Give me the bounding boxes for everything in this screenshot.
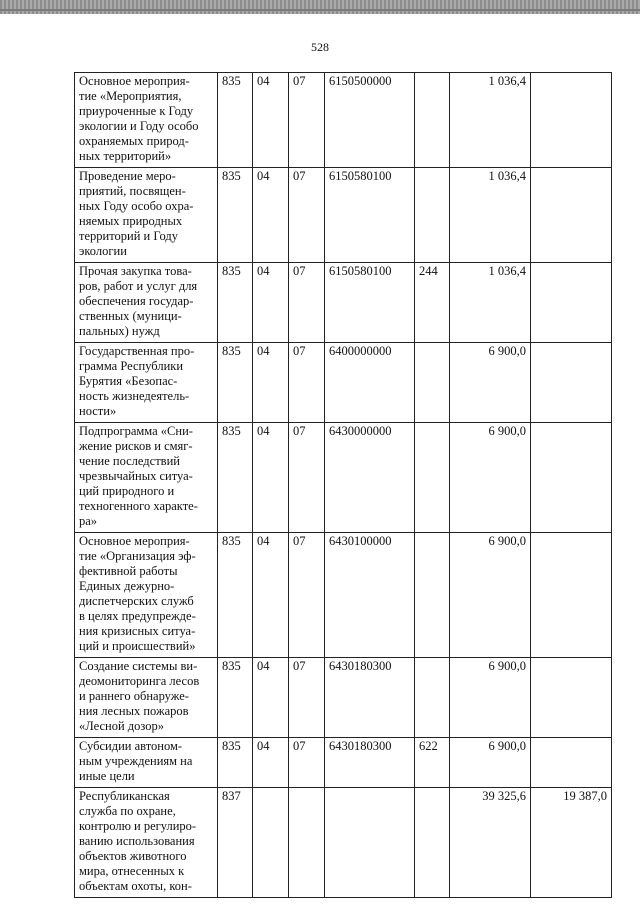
section-code: 04: [253, 738, 289, 788]
ministry-code: 835: [218, 168, 253, 263]
section-code: [253, 788, 289, 898]
budget-table-body: [75, 73, 612, 898]
amount-primary: 1 036,4: [450, 263, 531, 343]
ministry-code: 835: [218, 73, 253, 168]
row-name: Субсидии автоном- ным учреждениям на иные цели: [75, 738, 218, 788]
expense-type-code: [415, 533, 450, 658]
amount-secondary: [531, 533, 612, 658]
section-code: 04: [253, 73, 289, 168]
target-article-code: 6430100000: [325, 533, 415, 658]
table-row: [75, 533, 612, 658]
ministry-code: 835: [218, 658, 253, 738]
table-row: [75, 658, 612, 738]
amount-primary: 6 900,0: [450, 658, 531, 738]
amount-primary: 6 900,0: [450, 343, 531, 423]
expense-type-code: 244: [415, 263, 450, 343]
amount-primary: 39 325,6: [450, 788, 531, 898]
amount-primary: 1 036,4: [450, 73, 531, 168]
expense-type-code: [415, 658, 450, 738]
subsection-code: 07: [289, 658, 325, 738]
subsection-code: 07: [289, 168, 325, 263]
row-name: Республиканская служба по охране, контролю и регулиро- ванию использования объектов животного мира, отнесенных к объектам охоты, кон-: [75, 788, 218, 898]
ministry-code: 837: [218, 788, 253, 898]
amount-primary: 1 036,4: [450, 168, 531, 263]
budget-table: [74, 72, 612, 898]
row-name: Проведение меро- приятий, посвящен- ных Году особо охра- няемых природных территорий и Году экологии: [75, 168, 218, 263]
table-row: [75, 738, 612, 788]
section-code: 04: [253, 658, 289, 738]
ministry-code: 835: [218, 263, 253, 343]
amount-secondary: [531, 168, 612, 263]
expense-type-code: [415, 168, 450, 263]
expense-type-code: 622: [415, 738, 450, 788]
row-name: Основное мероприя- тие «Мероприятия, приуроченные к Году экологии и Году особо охраняемых природ- ных территорий»: [75, 73, 218, 168]
subsection-code: 07: [289, 423, 325, 533]
amount-secondary: 19 387,0: [531, 788, 612, 898]
amount-primary: 6 900,0: [450, 423, 531, 533]
amount-secondary: [531, 263, 612, 343]
subsection-code: 07: [289, 263, 325, 343]
row-name: Государственная про- грамма Республики Бурятия «Безопас- ность жизнедеятель- ности»: [75, 343, 218, 423]
expense-type-code: [415, 343, 450, 423]
ministry-code: 835: [218, 343, 253, 423]
expense-type-code: [415, 73, 450, 168]
subsection-code: 07: [289, 343, 325, 423]
table-row: [75, 343, 612, 423]
subsection-code: 07: [289, 73, 325, 168]
row-name: Основное мероприя- тие «Организация эф- фективной работы Единых дежурно- диспетчерских служб в целях предупрежде- ния кризисных ситуа- ций и происшествий»: [75, 533, 218, 658]
section-code: 04: [253, 168, 289, 263]
expense-type-code: [415, 788, 450, 898]
table-row: [75, 263, 612, 343]
page-number: 528: [311, 40, 329, 54]
section-code: 04: [253, 423, 289, 533]
table-row: [75, 788, 612, 898]
table-row: [75, 168, 612, 263]
expense-type-code: [415, 423, 450, 533]
target-article-code: 6430180300: [325, 658, 415, 738]
target-article-code: 6150500000: [325, 73, 415, 168]
section-code: 04: [253, 343, 289, 423]
amount-secondary: [531, 423, 612, 533]
amount-secondary: [531, 658, 612, 738]
target-article-code: [325, 788, 415, 898]
subsection-code: 07: [289, 738, 325, 788]
amount-secondary: [531, 343, 612, 423]
table-row: [75, 73, 612, 168]
amount-primary: 6 900,0: [450, 533, 531, 658]
section-code: 04: [253, 263, 289, 343]
scan-top-border: [0, 0, 640, 14]
amount-secondary: [531, 73, 612, 168]
target-article-code: 6430180300: [325, 738, 415, 788]
subsection-code: 07: [289, 533, 325, 658]
target-article-code: 6150580100: [325, 168, 415, 263]
ministry-code: 835: [218, 423, 253, 533]
row-name: Подпрограмма «Сни- жение рисков и смяг- чение последствий чрезвычайных ситуа- ций природного и техногенного характе- ра»: [75, 423, 218, 533]
target-article-code: 6150580100: [325, 263, 415, 343]
amount-primary: 6 900,0: [450, 738, 531, 788]
ministry-code: 835: [218, 738, 253, 788]
amount-secondary: [531, 738, 612, 788]
row-name: Прочая закупка това- ров, работ и услуг для обеспечения государ- ственных (муници- пальных) нужд: [75, 263, 218, 343]
section-code: 04: [253, 533, 289, 658]
row-name: Создание системы ви- деомониторинга лесов и раннего обнаруже- ния лесных пожаров «Лесной дозор»: [75, 658, 218, 738]
subsection-code: [289, 788, 325, 898]
target-article-code: 6400000000: [325, 343, 415, 423]
target-article-code: 6430000000: [325, 423, 415, 533]
ministry-code: 835: [218, 533, 253, 658]
table-row: [75, 423, 612, 533]
